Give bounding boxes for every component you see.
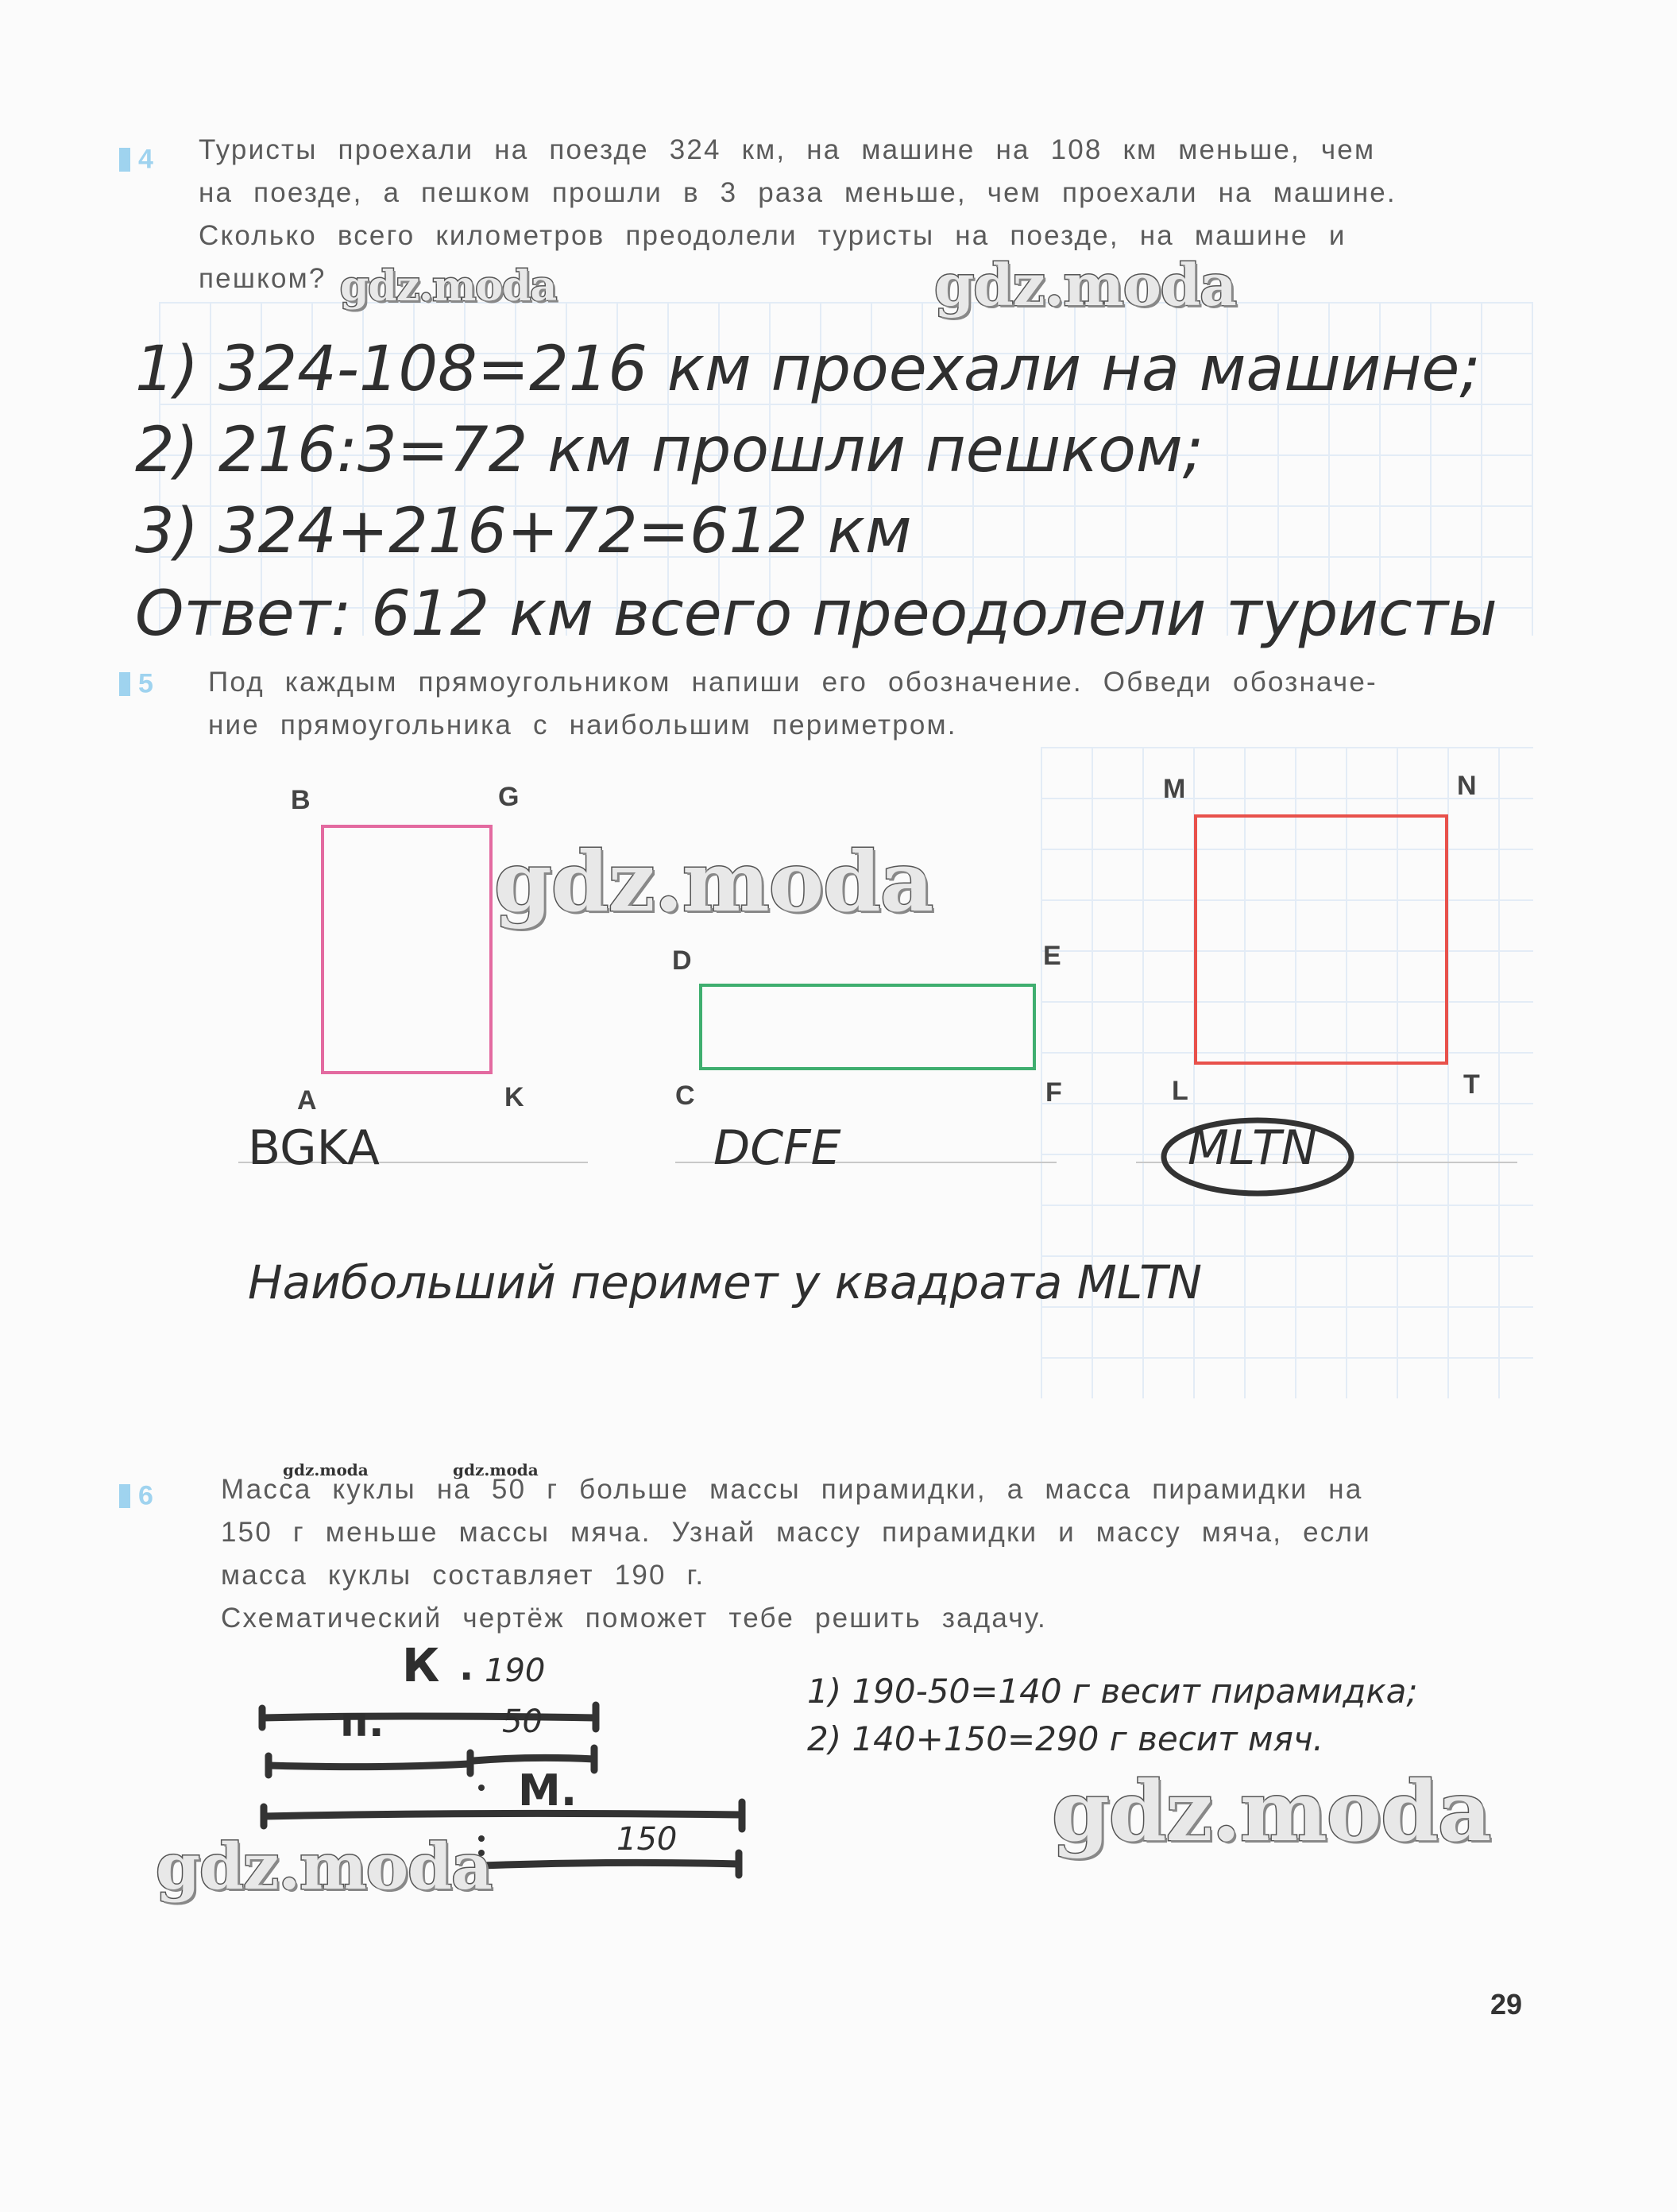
square-mltn	[1196, 816, 1447, 1063]
diagram-label-ball: М.	[518, 1765, 578, 1816]
rectangle-bgka	[323, 826, 491, 1073]
vertex-t: T	[1463, 1069, 1480, 1100]
vertex-g: G	[498, 782, 520, 812]
dot-1	[478, 1785, 485, 1791]
page-number: 29	[1490, 1988, 1523, 2021]
segment-pyramid	[269, 1764, 469, 1767]
task-6-line-1: Масса куклы на 50 г больше массы пирамидки, а масса пирамидки на	[221, 1474, 1363, 1505]
vertex-m: M	[1163, 774, 1186, 804]
vertex-n: N	[1457, 771, 1477, 801]
task-6-solution-1: 1) 190-50=140 г весит пирамидка;	[807, 1672, 1418, 1711]
watermark-2: gdz.moda	[934, 251, 1236, 319]
watermark-3: gdz.moda	[494, 833, 933, 930]
vertex-b: B	[291, 785, 311, 815]
watermark-small-1: gdz.moda	[283, 1460, 369, 1479]
diagram-value-doll: 190	[485, 1653, 546, 1689]
watermark-5: gdz.moda	[156, 1829, 492, 1904]
task-4-answer: Ответ: 612 км всего преодолели туристы	[135, 578, 1497, 650]
task-5-line-1: Под каждым прямоугольником напиши его обозначение. Обведи обозначе-	[208, 667, 1378, 698]
rectangle-dcfe	[701, 985, 1034, 1069]
task-6-solution-2: 2) 140+150=290 г весит мяч.	[807, 1719, 1324, 1758]
vertex-f: F	[1045, 1077, 1062, 1108]
name-bgka: BGKA	[248, 1120, 380, 1176]
task-6-line-2: 150 г меньше массы мяча. Узнай массу пирамидки и массу мяча, если	[221, 1517, 1371, 1548]
task-5-number: 5	[119, 667, 153, 700]
task-6-number: 6	[119, 1479, 153, 1512]
vertex-k: K	[504, 1082, 524, 1112]
task-4-line-4: пешком?	[199, 263, 327, 294]
watermark-small-2: gdz.moda	[453, 1460, 539, 1479]
diagram-value-50: 50	[502, 1703, 543, 1740]
vertex-e: E	[1043, 941, 1061, 971]
task-4-line-2: на поезде, а пешком прошли в 3 раза меньше, чем проехали на машине.	[199, 177, 1397, 208]
task-6-line-3: масса куклы составляет 190 г.	[221, 1560, 705, 1591]
name-mltn: MLTN	[1188, 1120, 1317, 1176]
diagram-label-doll: К	[402, 1638, 440, 1692]
vertex-l: L	[1172, 1076, 1188, 1106]
task-4-solution-3: 3) 324+216+72=612 км	[135, 496, 912, 567]
task-6-line-4: Схематический чертёж поможет тебе решить задачу.	[221, 1603, 1047, 1634]
segment-ball	[264, 1813, 740, 1816]
task-6-text	[221, 1468, 1524, 1640]
task-4-line-1: Туристы проехали на поезде 324 км, на машине на 108 км меньше, чем	[199, 134, 1376, 165]
task-5-conclusion: Наибольший перимет у квадрата MLTN	[248, 1255, 1203, 1309]
vertex-a: A	[297, 1085, 317, 1116]
task-4-solution-1: 1) 324-108=216 км проехали на машине;	[135, 334, 1481, 405]
vertex-c: C	[675, 1081, 695, 1111]
diagram-value-150: 150	[616, 1821, 678, 1858]
diagram-dot-doll: .	[459, 1645, 474, 1689]
vertex-d: D	[672, 946, 692, 976]
segment-difference	[481, 1862, 739, 1866]
watermark-4: gdz.moda	[1052, 1762, 1491, 1860]
segment-pyramid-extra	[473, 1758, 594, 1761]
watermark-1: gdz.moda	[340, 262, 557, 311]
name-dcfe: DCFE	[713, 1120, 841, 1176]
task-5-line-2: ние прямоугольника с наибольшим периметром.	[208, 710, 957, 741]
task-4-number: 4	[119, 143, 153, 176]
task-4-line-3: Сколько всего километров преодолели туристы на поезде, на машине и	[199, 220, 1347, 251]
task-4-solution-2: 2) 216:3=72 км прошли пешком;	[135, 415, 1204, 486]
diagram-label-pyramid: п.	[340, 1699, 384, 1746]
segment-doll	[262, 1716, 596, 1718]
